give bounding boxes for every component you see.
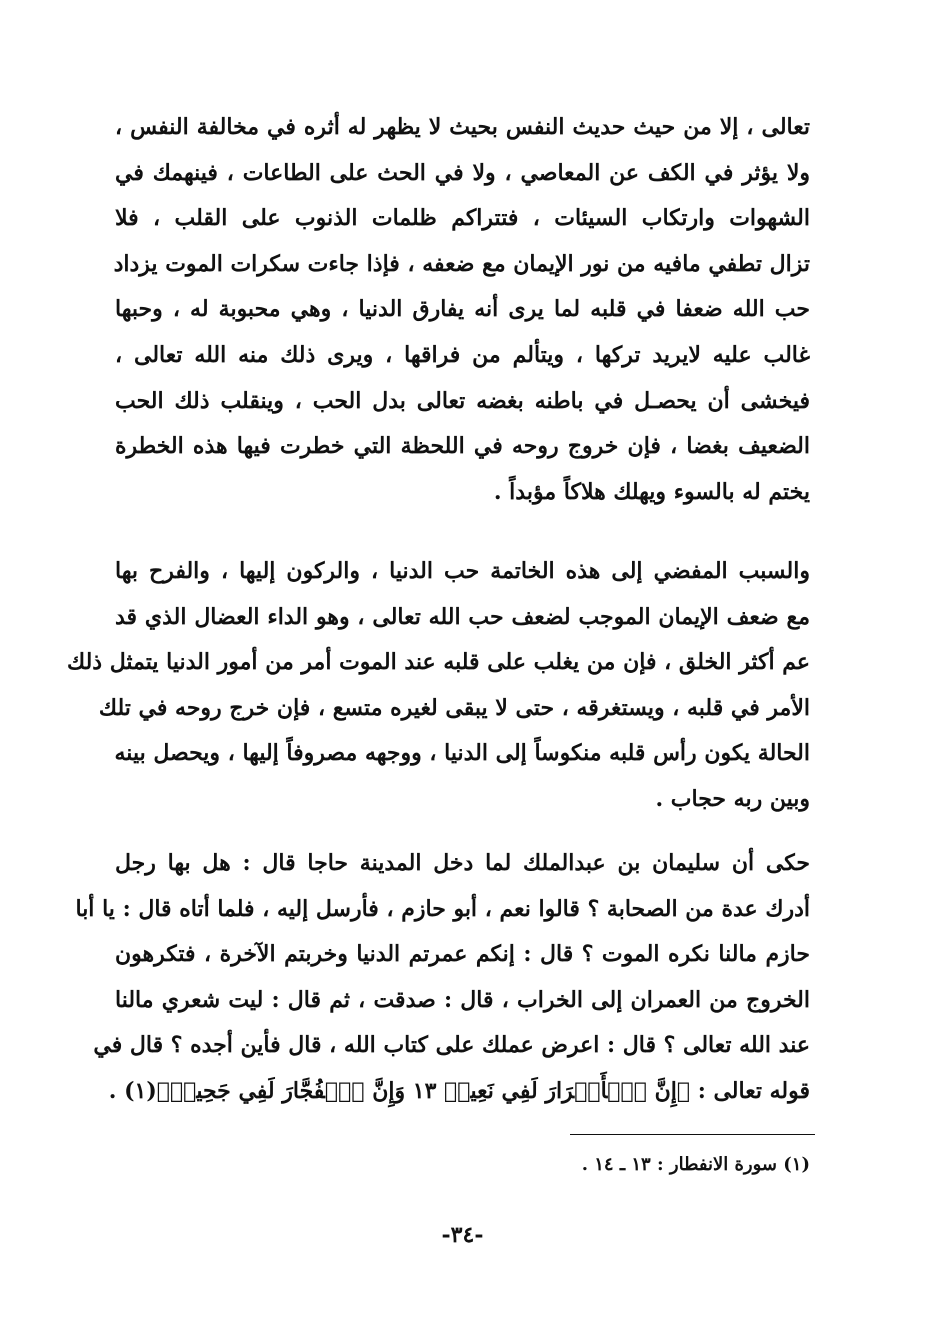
paragraph-1 [115,105,810,515]
page-number: -٣٤- [441,1222,484,1248]
text-line: قوله تعالى : ﴿إِنَّ ٱلۡأَبۡرَارَ لَفِي نَعِيمٖ ١٣ وَإِنَّ ٱلۡفُجَّارَ لَفِي جَحِيمٖ﴾(١) . [108,1077,810,1104]
text-line: حكى أن سليمان بن عبدالملك لما دخل المدينة حاجا قال : هل بها رجل [115,850,811,876]
text-line: فيخشى أن يحصـل في باطنه بغضه تعالى بدل الحب ، وينقلب ذلك الحب [115,387,810,414]
text-line: الشهوات وارتكاب السيئات ، فتتراكم ظلمات الذنوب على القلب ، فلا [115,205,810,232]
text-line: الحالة يكون رأس قلبه منكوساً إلى الدنيا ، ووجهه مصروفاً إليها ، ويحصل بينه [114,740,810,767]
text-line: مع ضعف الإيمان الموجب لضعف حب الله تعالى ، وهو الداء العضال الذي قد [115,603,810,630]
footnote-divider [570,1134,815,1135]
text-line: يختم له بالسوء ويهلك هلاكاً مؤبداً . [493,478,810,505]
text-line: الضعيف بغضا ، فإن خروج روحه في اللحظة التي خطرت فيها هذه الخطرة [115,433,810,460]
text-line: غالب عليه لايريد تركها ، ويتألم من فراقها ، ويرى ذلك منه الله تعالى ، [115,341,810,368]
paragraph-2 [67,549,810,823]
text-line: أدرك عدة من الصحابة ؟ قالوا نعم ، أبو حازم ، فأرسل إليه ، فلما أتاه قال : يا أبا [75,895,810,922]
text-line: وبين ربه حجاب . [655,785,810,812]
text-line: عم أكثر الخلق ، فإن من يغلب على قلبه عند الموت أمر من أمور الدنيا يتمثل ذلك [67,649,810,676]
text-line: حازم مالنا نكره الموت ؟ قال : إنكم عمرتم الدنيا وخربتم الآخرة ، فتكرهون [115,941,810,968]
text-line: والسبب المفضي إلى هذه الخاتمة حب الدنيا ، والركون إليها ، والفرح بها [115,558,810,584]
page-number-container [0,1222,925,1248]
text-line: تزال تطفي مافيه من نور الإيمان مع ضعفه ، فإذا جاءت سكرات الموت يزداد [113,250,810,277]
text-line: عند الله تعالى ؟ قال : اعرض عملك على كتاب الله ، قال فأين أجده ؟ قال في [93,1032,810,1059]
footnote: (١) سورة الانفطار : ١٣ ـ ١٤ . [581,1154,810,1175]
text-line: الأمر في قلبه ، ويستغرقه ، حتى لا يبقى لغيره متسع ، فإن خرج روحه في تلك [98,694,810,721]
text-line: حب الله ضعفا في قلبه لما يرى أنه يفارق الدنيا ، وهي محبوبة له ، وحبها [115,296,810,323]
text-line: ولا يؤثر في الكف عن المعاصي ، ولا في الحث على الطاعات ، فينهمك في [115,159,810,186]
paragraph-3 [75,841,811,1115]
text-line: تعالى ، إلا من حيث حديث النفس بحيث لا يظهر له أثره في مخالفة النفس ، [115,114,810,140]
text-line: الخروج من العمران إلى الخراب ، قال : صدقت ، ثم قال : ليت شعري مالنا [115,986,810,1013]
